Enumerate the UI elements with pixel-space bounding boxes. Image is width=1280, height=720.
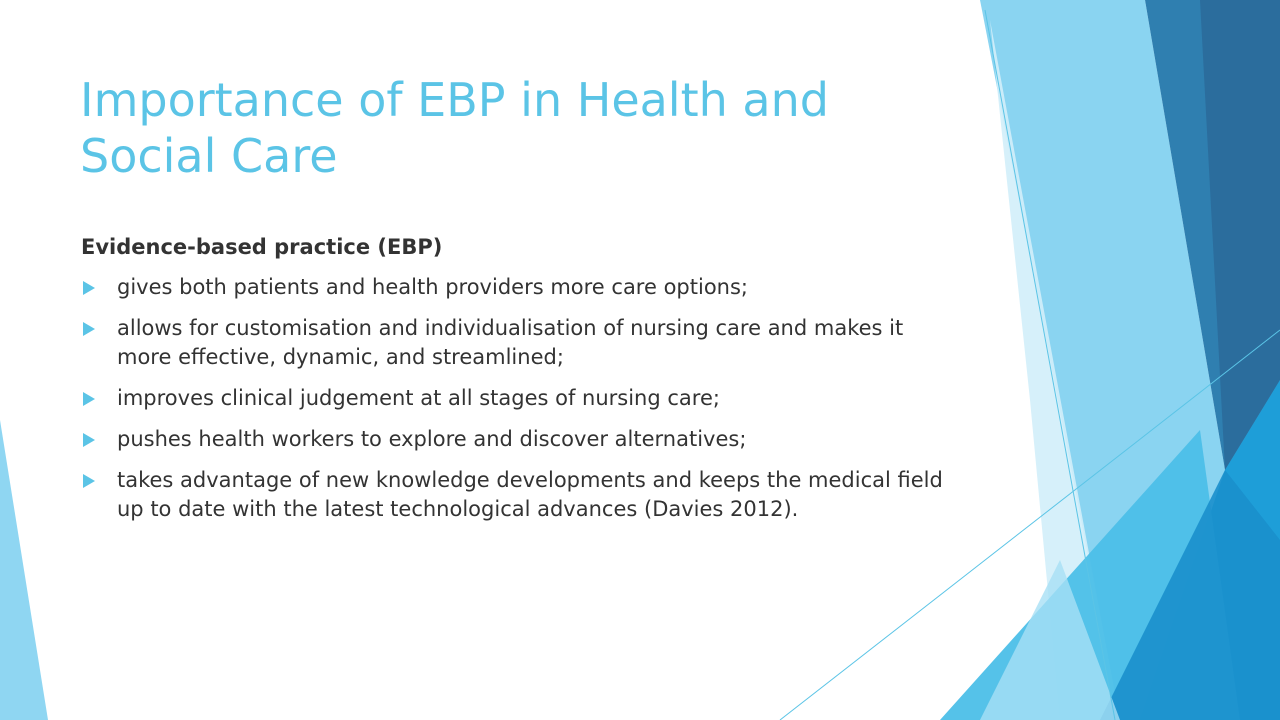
triangle-right-icon — [83, 474, 95, 488]
bullet-list — [81, 273, 961, 524]
triangle-right-icon — [83, 322, 95, 336]
triangle-right-icon — [83, 433, 95, 447]
slide-content — [81, 233, 961, 536]
bullet-item — [81, 384, 961, 413]
bullet-text: improves clinical judgement at all stages of nursing care; — [117, 386, 720, 410]
bullet-text: pushes health workers to explore and discover alternatives; — [117, 427, 747, 451]
bullet-text: allows for customisation and individualisation of nursing care and makes it more effective, dynamic, and streamlined; — [117, 316, 904, 369]
bullet-item — [81, 273, 961, 302]
slide-title: Importance of EBP in Health and Social Care — [80, 73, 829, 183]
bullet-text: takes advantage of new knowledge developments and keeps the medical field up to date with the latest technological advances (Davies 2012). — [117, 468, 943, 521]
bullet-item — [81, 425, 961, 454]
bullet-item — [81, 314, 961, 372]
section-subtitle: Evidence-based practice (EBP) — [81, 235, 443, 259]
triangle-right-icon — [83, 281, 95, 295]
bullet-text: gives both patients and health providers more care options; — [117, 275, 748, 299]
triangle-right-icon — [83, 392, 95, 406]
bullet-item — [81, 466, 961, 524]
left-edge-shape — [0, 420, 48, 720]
